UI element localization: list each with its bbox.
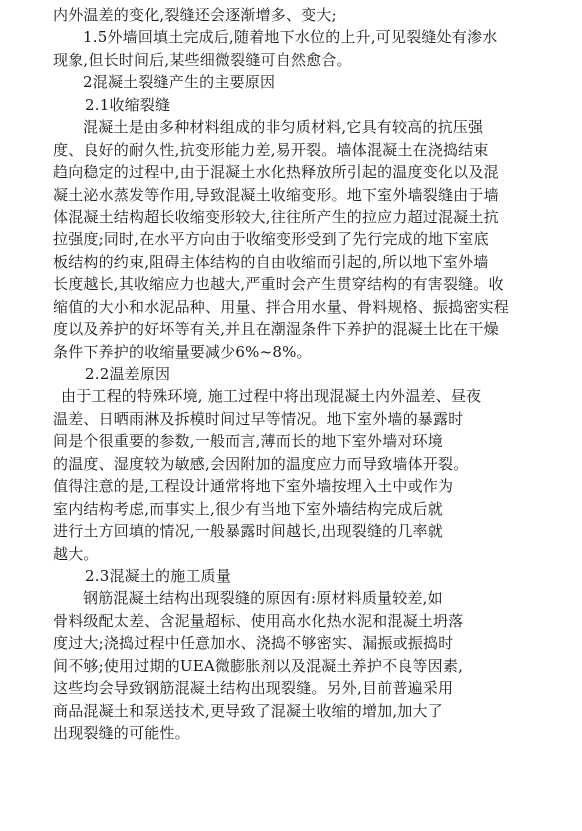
text-line: 间是个很重要的参数,一般而言,薄而长的地下室外墙对环境 — [53, 432, 443, 451]
text-line: 混凝土是由多种材料组成的非匀质材料,它具有较高的抗压强 — [83, 118, 484, 137]
text-line: 这些均会导致钢筋混凝土结构出现裂缝。另外,目前普遍采用 — [53, 679, 454, 698]
text-line: 条件下养护的收缩量要减少6%~8%。 — [53, 342, 312, 361]
text-line: 骨料级配太差、含泥量超标、使用高水化热水泥和混凝土坍落 — [53, 611, 464, 630]
text-line: 现象,但长时间后,某些细微裂缝可自然愈合。 — [53, 50, 352, 69]
text-line: 值得注意的是,工程设计通常将地下室外墙按埋入土中或作为 — [53, 477, 454, 496]
text-line: 进行土方回填的情况,一般暴露时间越长,出现裂缝的几率就 — [53, 522, 443, 541]
text-line: 内外温差的变化,裂缝还会逐渐增多、变大; — [53, 6, 337, 24]
text-line: 度以及养护的好坏等有关,并且在潮湿条件下养护的混凝土比在干燥 — [53, 320, 499, 339]
text-line: 凝土泌水蒸发等作用,导致混凝土收缩变形。地下室外墙裂缝由于墙 — [53, 185, 499, 204]
text-line: 度过大;浇捣过程中任意加水、浇捣不够密实、漏振或振捣时 — [53, 634, 454, 653]
text-line: 室内结构考虑,而事实上,很少有当地下室外墙结构完成后就 — [53, 499, 443, 518]
text-line: 商品混凝土和泵送技术,更导致了混凝土收缩的增加,加大了 — [53, 701, 443, 720]
text-line: 钢筋混凝土结构出现裂缝的原因有:原材料质量较差,如 — [83, 589, 443, 608]
text-line: 1.5外墙回填土完成后,随着地下水位的上升,可见裂缝处有渗水 — [83, 28, 498, 47]
text-line: 温差、日晒雨淋及拆模时间过早等情况。地下室外墙的暴露时 — [53, 409, 464, 428]
text-line: 长度越长,其收缩应力也越大,严重时会产生贯穿结构的有害裂缝。收 — [53, 275, 504, 294]
subsection-heading: 2.3混凝土的施工质量 — [85, 566, 232, 585]
text-line: 趋向稳定的过程中,由于混凝土水化热释放所引起的温度变化以及混 — [53, 163, 499, 182]
text-line: 板结构的约束,阻碍主体结构的自由收缩而引起的,所以地下室外墙 — [53, 252, 489, 271]
text-line: 体混凝土结构超长收缩变形较大,往往所产生的拉应力超过混凝土抗 — [53, 207, 499, 226]
text-line: 越大。 — [53, 544, 99, 563]
text-line: 间不够;使用过期的UEA微膨胀剂以及混凝土养护不良等因素, — [53, 656, 464, 675]
subsection-heading: 2.2温差原因 — [85, 365, 171, 383]
text-line: 拉强度;同时,在水平方向由于收缩变形受到了先行完成的地下室底 — [53, 230, 489, 249]
text-line: 出现裂缝的可能性。 — [53, 724, 190, 742]
section-heading: 2混凝土裂缝产生的主要原因 — [83, 73, 276, 92]
document-page — [53, 4, 553, 744]
text-line: 的温度、湿度较为敏感,会因附加的温度应力而导致墙体开裂。 — [53, 454, 469, 473]
text-line: 由于工程的特殊环境, 施工过程中将出现混凝土内外温差、昼夜 — [61, 387, 482, 406]
subsection-heading: 2.1收缩裂缝 — [85, 95, 171, 114]
text-line: 缩值的大小和水泥品种、用量、拌合用水量、骨料规格、振捣密实程 — [53, 297, 510, 316]
text-line: 度、良好的耐久性,抗变形能力差,易开裂。墙体混凝土在浇捣结束 — [53, 140, 489, 159]
